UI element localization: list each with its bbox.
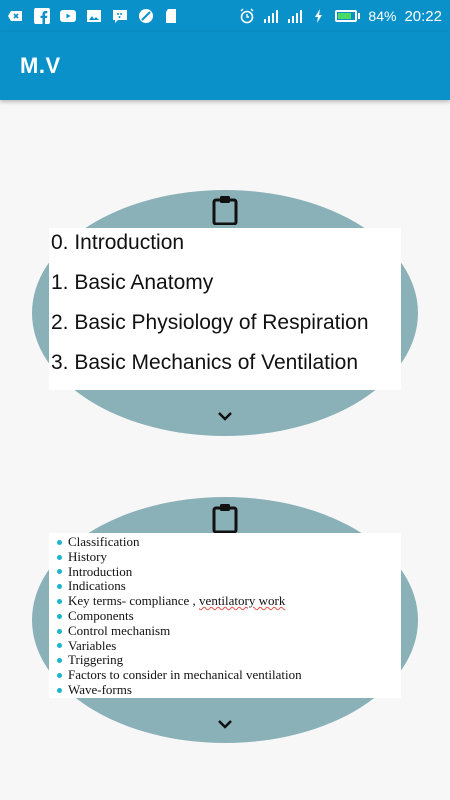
- topic-item[interactable]: 3. Basic Mechanics of Ventilation: [51, 351, 359, 374]
- chevron-down-icon[interactable]: [217, 411, 233, 421]
- youtube-icon: [60, 8, 76, 24]
- sd-card-icon: [164, 8, 180, 24]
- list-item: Key terms- compliance , ventilatory work: [57, 594, 401, 609]
- list-item: Components: [57, 609, 401, 624]
- status-bar: [0, 0, 450, 32]
- chapter-list-panel: [49, 228, 401, 390]
- list-item: Factors to consider in mechanical ventilation: [57, 668, 401, 683]
- topics-image-panel: [49, 533, 401, 698]
- topic-item[interactable]: 0. Introduction: [51, 231, 185, 254]
- back-icon: [8, 8, 24, 24]
- gallery-icon: [86, 8, 102, 24]
- alarm-icon: [239, 8, 255, 24]
- topic-bullet-list: [49, 533, 401, 698]
- charging-icon: [311, 8, 327, 24]
- signal-icon: [263, 8, 279, 24]
- clipboard-icon: [212, 195, 238, 225]
- list-item: Triggering: [57, 653, 401, 668]
- list-item: Control mechanism: [57, 624, 401, 639]
- battery-icon: [335, 10, 360, 22]
- app-title: M.V: [20, 53, 61, 78]
- facebook-icon: [34, 8, 50, 24]
- topic-item[interactable]: 2. Basic Physiology of Respiration: [51, 311, 369, 334]
- list-item: Indications: [57, 579, 401, 594]
- list-item: Variables: [57, 639, 401, 654]
- list-item: Wave-forms: [57, 683, 401, 698]
- bbm-icon: [112, 8, 128, 24]
- topic-item[interactable]: 1. Basic Anatomy: [51, 271, 214, 294]
- battery-percent: 84%: [368, 8, 397, 24]
- list-item: Introduction: [57, 565, 401, 580]
- chevron-down-icon[interactable]: [217, 719, 233, 729]
- app-bar: [0, 32, 450, 100]
- clipboard-icon: [212, 503, 238, 533]
- clock: 20:22: [404, 7, 442, 25]
- list-item: Classification: [57, 535, 401, 550]
- no-disturb-icon: [138, 8, 154, 24]
- list-item: History: [57, 550, 401, 565]
- signal-icon: [287, 8, 303, 24]
